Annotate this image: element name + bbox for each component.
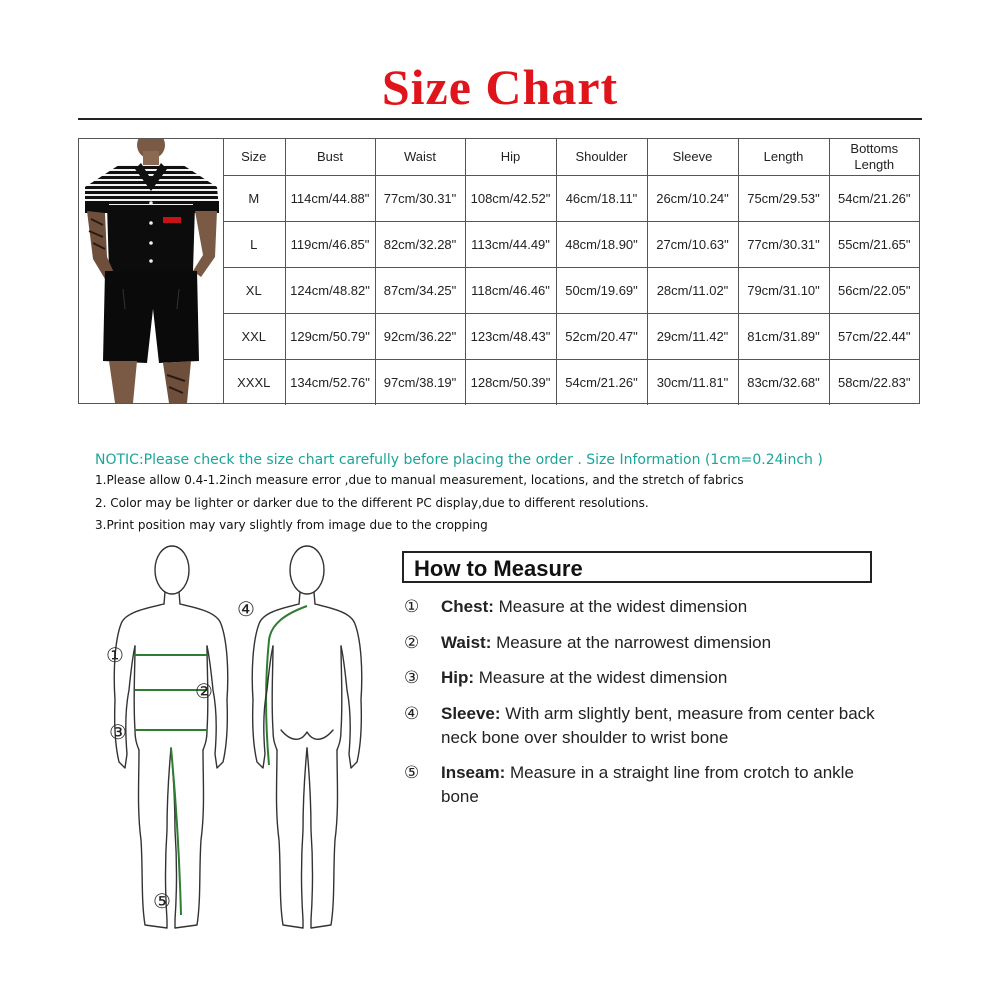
- table-cell: 108cm/42.52": [465, 176, 556, 222]
- front-body-outline: [114, 546, 228, 928]
- table-cell: 75cm/29.53": [738, 176, 829, 222]
- table-cell: 52cm/20.47": [556, 314, 647, 360]
- page-title: Size Chart: [381, 59, 619, 115]
- table-cell: 26cm/10.24": [647, 176, 738, 222]
- item-number: ②: [404, 633, 420, 653]
- table-cell: 46cm/18.11": [556, 176, 647, 222]
- table-cell: 79cm/31.10": [738, 268, 829, 314]
- table-cell: 83cm/32.68": [738, 360, 829, 406]
- table-cell: 56cm/22.05": [829, 268, 919, 314]
- item-desc: Measure in a straight line from crotch to ankle bone: [441, 763, 854, 806]
- product-photo-illustration: [79, 139, 223, 403]
- item-number: ④: [404, 704, 420, 724]
- table-cell: 113cm/44.49": [465, 222, 556, 268]
- table-cell: 128cm/50.39": [465, 360, 556, 406]
- table-cell: 134cm/52.76": [285, 360, 375, 406]
- table-header-row: [223, 139, 919, 176]
- how-to-measure-title: How to Measure: [414, 556, 583, 581]
- item-term: Hip:: [441, 668, 475, 687]
- table-cell: 118cm/46.46": [465, 268, 556, 314]
- size-chart: [78, 138, 920, 404]
- table-cell: 114cm/44.88": [285, 176, 375, 222]
- table-cell: 92cm/36.22": [375, 314, 465, 360]
- label-waist: ②: [195, 679, 213, 703]
- table-cell: XL: [223, 268, 285, 314]
- label-inseam: ⑤: [153, 889, 171, 913]
- item-desc: Measure at the narrowest dimension: [491, 633, 772, 652]
- item-term: Sleeve:: [441, 704, 501, 723]
- column-header: Shoulder: [556, 139, 647, 176]
- table-row: [223, 268, 919, 314]
- column-header: Size: [223, 139, 285, 176]
- note-print-position: 3.Print position may vary slightly from image due to the cropping: [95, 518, 488, 532]
- column-header: Bottoms Length: [829, 139, 919, 176]
- table-cell: 82cm/32.28": [375, 222, 465, 268]
- column-header: Waist: [375, 139, 465, 176]
- table-cell: 58cm/22.83": [829, 360, 919, 406]
- item-term: Waist:: [441, 633, 492, 652]
- table-cell: 28cm/11.02": [647, 268, 738, 314]
- label-chest: ①: [106, 643, 124, 667]
- item-desc: With arm slightly bent, measure from center back neck bone over shoulder to wrist bone: [441, 704, 875, 747]
- table-cell: 77cm/30.31": [738, 222, 829, 268]
- table-cell: 30cm/11.81": [647, 360, 738, 406]
- table-cell: XXXL: [223, 360, 285, 406]
- label-hip: ③: [109, 720, 127, 744]
- table-cell: 123cm/48.43": [465, 314, 556, 360]
- table-cell: 54cm/21.26": [556, 360, 647, 406]
- measurement-lines: [134, 606, 307, 915]
- item-number: ⑤: [404, 763, 420, 783]
- table-cell: 81cm/31.89": [738, 314, 829, 360]
- note-measure-error: 1.Please allow 0.4-1.2inch measure error ,due to manual measurement, locations, and the stretch of fabrics: [95, 473, 744, 487]
- table-cell: 119cm/46.85": [285, 222, 375, 268]
- table-cell: 87cm/34.25": [375, 268, 465, 314]
- back-body-outline: [252, 546, 362, 928]
- table-cell: 54cm/21.26": [829, 176, 919, 222]
- column-header: Bust: [285, 139, 375, 176]
- table-cell: 50cm/19.69": [556, 268, 647, 314]
- item-desc: Measure at the widest dimension: [474, 668, 728, 687]
- table-cell: 124cm/48.82": [285, 268, 375, 314]
- item-term: Chest:: [441, 597, 494, 616]
- notice-text: NOTIC:Please check the size chart carefully before placing the order . Size Information (1cm=0.24inch ): [95, 452, 823, 468]
- label-sleeve: ④: [237, 597, 255, 621]
- item-term: Inseam:: [441, 763, 506, 782]
- column-header: Length: [738, 139, 829, 176]
- table-cell: L: [223, 222, 285, 268]
- product-image: [79, 139, 224, 403]
- table-cell: XXL: [223, 314, 285, 360]
- item-number: ③: [404, 668, 420, 688]
- table-cell: 57cm/22.44": [829, 314, 919, 360]
- table-cell: 48cm/18.90": [556, 222, 647, 268]
- column-header: Sleeve: [647, 139, 738, 176]
- table-cell: 27cm/10.63": [647, 222, 738, 268]
- item-desc: Measure at the widest dimension: [493, 597, 748, 616]
- note-color: 2. Color may be lighter or darker due to the different PC display,due to different resolutions.: [95, 496, 649, 510]
- table-row: [223, 222, 919, 268]
- figure-labels: [106, 597, 255, 913]
- size-table: [223, 139, 919, 405]
- table-cell: 29cm/11.42": [647, 314, 738, 360]
- table-row: [223, 176, 919, 222]
- column-header: Hip: [465, 139, 556, 176]
- table-cell: 77cm/30.31": [375, 176, 465, 222]
- table-row: [223, 314, 919, 360]
- table-cell: 55cm/21.65": [829, 222, 919, 268]
- item-number: ①: [404, 597, 420, 617]
- body-diagram: [95, 540, 395, 940]
- title-divider: [78, 118, 922, 120]
- how-to-measure-header: [402, 551, 872, 583]
- measurement-figures: [95, 540, 395, 940]
- table-row: [223, 360, 919, 406]
- table-cell: 97cm/38.19": [375, 360, 465, 406]
- table-cell: M: [223, 176, 285, 222]
- table-cell: 129cm/50.79": [285, 314, 375, 360]
